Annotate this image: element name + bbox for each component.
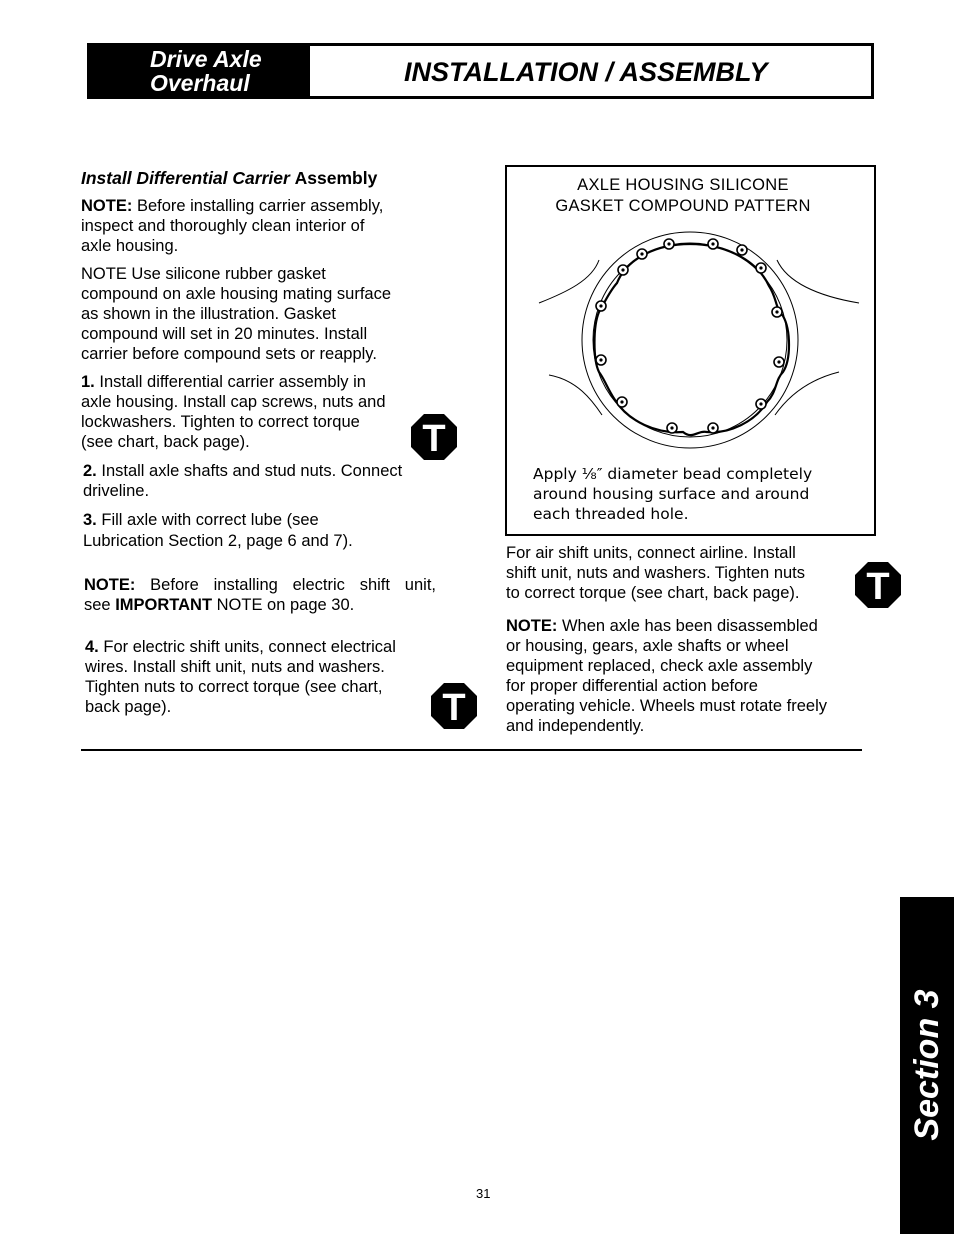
note-line: compound will set in 20 minutes. Install xyxy=(81,325,368,343)
step-line: lockwashers. Tighten to correct torque xyxy=(81,413,360,431)
axle-housing-illustration xyxy=(507,220,874,465)
note-differential-action xyxy=(506,616,876,736)
step-line: Install axle shafts and stud nuts. Connect xyxy=(101,462,403,480)
step-number: 2. xyxy=(83,462,97,480)
step-line: Lubrication Section 2, page 6 and 7). xyxy=(83,532,353,550)
note-label: NOTE: xyxy=(506,617,558,635)
instruction-line: For air shift units, connect airline. Install xyxy=(506,544,796,562)
figure-caption-line: Apply ⅛″ diameter bead completely xyxy=(533,465,813,483)
section-heading xyxy=(81,167,377,189)
note-line: carrier before compound sets or reapply. xyxy=(81,345,377,363)
note-line: Before installing carrier assembly, xyxy=(136,197,384,215)
step-line: For electric shift units, connect electrical xyxy=(103,638,396,656)
step-4 xyxy=(85,637,450,717)
step-1 xyxy=(81,372,431,452)
note-line: or housing, gears, axle shafts or wheel xyxy=(506,637,789,655)
torque-icon xyxy=(854,561,902,609)
step-line: driveline. xyxy=(83,482,150,500)
svg-text:T: T xyxy=(442,687,466,729)
note-text: NOTE on page 30. xyxy=(212,596,355,614)
section-heading-italic: Install Differential Carrier xyxy=(81,168,290,188)
note-electric-shift xyxy=(84,575,436,615)
step-number: 1. xyxy=(81,373,95,391)
instruction-line: to correct torque (see chart, back page). xyxy=(506,584,800,602)
note-line: Before installing electric shift unit, xyxy=(150,576,436,594)
note-label: NOTE: xyxy=(81,197,133,215)
step-2 xyxy=(83,461,453,501)
figure-caption xyxy=(533,464,853,524)
section-divider xyxy=(81,749,862,751)
air-shift-instructions xyxy=(506,543,851,603)
note-line: NOTE Use silicone rubber gasket xyxy=(81,265,326,283)
svg-text:T: T xyxy=(422,418,446,460)
note-line: for proper differential action before xyxy=(506,677,758,695)
step-line: Install differential carrier assembly in xyxy=(99,373,366,391)
torque-icon xyxy=(410,413,458,461)
figure-title xyxy=(505,175,861,217)
note-silicone xyxy=(81,264,441,364)
note-line: inspect and thoroughly clean interior of xyxy=(81,217,365,235)
svg-text:T: T xyxy=(866,566,890,608)
page-title: INSTALLATION / ASSEMBLY xyxy=(404,57,768,87)
step-number: 4. xyxy=(85,638,99,656)
note-line: equipment replaced, check axle assembly xyxy=(506,657,813,675)
note-clean-housing xyxy=(81,196,426,256)
important-label: IMPORTANT xyxy=(115,596,213,614)
note-line: operating vehicle. Wheels must rotate freely xyxy=(506,697,827,715)
page-number: 31 xyxy=(476,1186,491,1201)
header-subtitle xyxy=(150,47,262,95)
torque-icon xyxy=(430,682,478,730)
figure-title-line: GASKET COMPOUND PATTERN xyxy=(555,197,811,215)
instruction-line: shift unit, nuts and washers. Tighten nuts xyxy=(506,564,806,582)
figure-caption-line: around housing surface and around xyxy=(533,485,810,503)
step-line: back page). xyxy=(85,698,172,716)
section-tab-label: Section 3 xyxy=(908,989,946,1141)
note-line: When axle has been disassembled xyxy=(561,617,818,635)
step-3 xyxy=(83,510,453,551)
step-line: (see chart, back page). xyxy=(81,433,250,451)
step-line: wires. Install shift unit, nuts and washers. xyxy=(85,658,385,676)
note-line: axle housing. xyxy=(81,237,179,255)
header-subtitle-line2: Overhaul xyxy=(150,70,250,96)
step-number: 3. xyxy=(83,511,97,529)
figure-caption-line: each threaded hole. xyxy=(533,505,689,523)
note-label: NOTE: xyxy=(84,576,136,594)
note-line: as shown in the illustration. Gasket xyxy=(81,305,336,323)
section-heading-bold: Assembly xyxy=(294,168,378,188)
note-line: compound on axle housing mating surface xyxy=(81,285,392,303)
step-line: Fill axle with correct lube (see xyxy=(101,511,319,529)
figure-title-line: AXLE HOUSING SILICONE xyxy=(577,176,789,194)
header-subtitle-line1: Drive Axle xyxy=(150,46,262,72)
note-text: see xyxy=(84,596,116,614)
note-line: and independently. xyxy=(506,717,645,735)
step-line: Tighten nuts to correct torque (see chart, xyxy=(85,678,383,696)
step-line: axle housing. Install cap screws, nuts and xyxy=(81,393,386,411)
